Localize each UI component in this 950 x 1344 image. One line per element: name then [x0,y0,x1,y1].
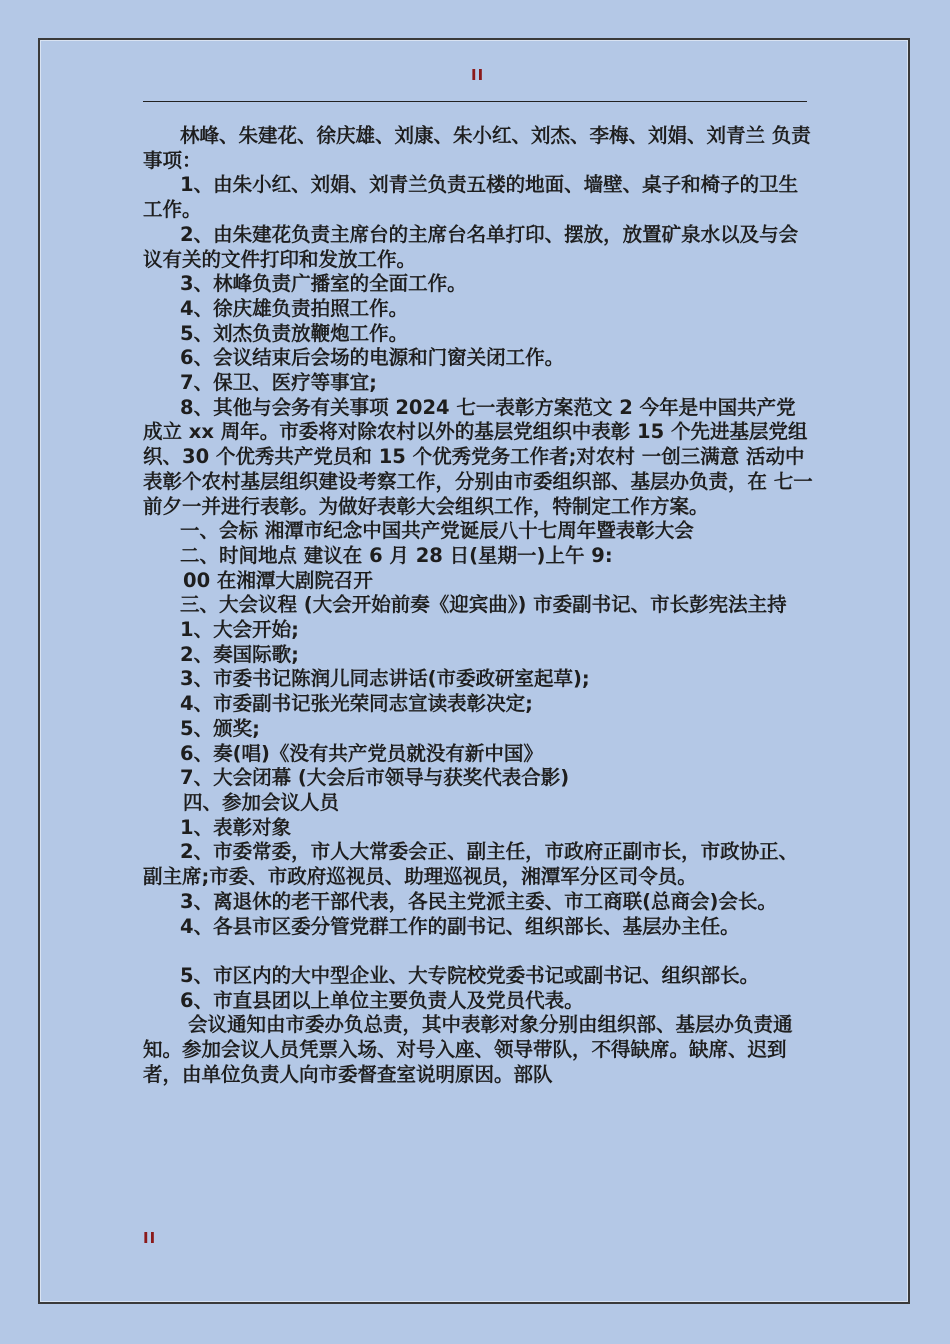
attendee-item-5: 5、市区内的大中型企业、大专院校党委书记或副书记、组织部长。 [180,963,760,987]
agenda-item-7: 7、大会闭幕 (大会后市领导与获奖代表合影) [180,766,570,790]
paragraph-item-8: 8、其他与会务有关事项 2024 七一表彰方案范文 2 今年是中国共产党成立 xx 周年。市委将对除农村以外的基层党组织中表彰 15 个先进基层党组织、30 个优秀共产党员和 15 个优秀党务工作者;对农村 一创三满意 活动中表彰个农村基层组织建设考察工作，分别由市委组织部、基层办负责，在 七一 前夕一并进行表彰。为做好表彰大会组织工作，特制定工作方案。 [143,395,813,518]
footer-mark: II [143,1229,157,1247]
paragraph-item-2: 2、由朱建花负责主席台的主席台名单打印、摆放，放置矿泉水以及与会议有关的文件打印和发放工作。 [143,222,799,271]
agenda-item-2: 2、奏国际歌; [180,642,299,666]
paragraph-item-1: 1、由朱小红、刘娟、刘青兰负责五楼的地面、墙壁、桌子和椅子的卫生工作。 [143,173,799,222]
paragraph-item-4: 4、徐庆雄负责拍照工作。 [180,296,409,320]
paragraph-notice: 会议通知由市委办负总责，其中表彰对象分别由组织部、基层办负责通知。参加会议人员凭票入场、对号入座、领导带队，不得缺席。缺席、迟到者，由单位负责人向市委督查室说明原因。部队 [143,1013,793,1086]
paragraph-venue: 00 在湘潭大剧院召开 [183,568,373,592]
blank-line [143,939,813,964]
attendee-item-1: 1、表彰对象 [180,815,292,839]
attendee-item-6: 6、市直县团以上单位主要负责人及党员代表。 [180,988,584,1012]
agenda-item-1: 1、大会开始; [180,618,299,642]
agenda-item-6: 6、奏(唱)《没有共产党员就没有新中国》 [180,741,543,765]
paragraph-attendees: 四、参加会议人员 [183,790,340,814]
document-body [143,124,813,1087]
paragraph-agenda: 三、大会议程 (大会开始前奏《迎宾曲》) 市委副书记、市长彭宪法主持 [180,593,787,617]
header-divider [143,101,807,102]
paragraph-item-5: 5、刘杰负责放鞭炮工作。 [180,321,409,345]
agenda-item-4: 4、市委副书记张光荣同志宣读表彰决定; [180,692,533,716]
attendee-item-4: 4、各县市区委分管党群工作的副书记、组织部长、基层办主任。 [180,914,740,938]
attendee-item-2: 2、市委常委，市人大常委会正、副主任，市政府正副市长，市政协正、副主席;市委、市政府巡视员、助理巡视员，湘潭军分区司令员。 [143,840,799,889]
agenda-item-3: 3、市委书记陈润儿同志讲话(市委政研室起草); [180,667,590,691]
paragraph-item-7: 7、保卫、医疗等事宜; [180,371,377,395]
attendee-item-3: 3、离退休的老干部代表，各民主党派主委、市工商联(总商会)会长。 [180,889,777,913]
paragraph-staff-list: 林峰、朱建花、徐庆雄、刘康、朱小红、刘杰、李梅、刘娟、刘青兰 负责事项： [143,124,811,172]
header-mark: II [471,66,485,84]
agenda-item-5: 5、颁奖; [180,716,260,740]
paragraph-banner: 一、会标 湘潭市纪念中国共产党诞辰八十七周年暨表彰大会 [180,519,694,543]
paragraph-time-place: 二、时间地点 建议在 6 月 28 日(星期一)上午 9: [180,543,613,567]
paragraph-item-3: 3、林峰负责广播室的全面工作。 [180,272,467,296]
paragraph-item-6: 6、会议结束后会场的电源和门窗关闭工作。 [180,346,565,370]
